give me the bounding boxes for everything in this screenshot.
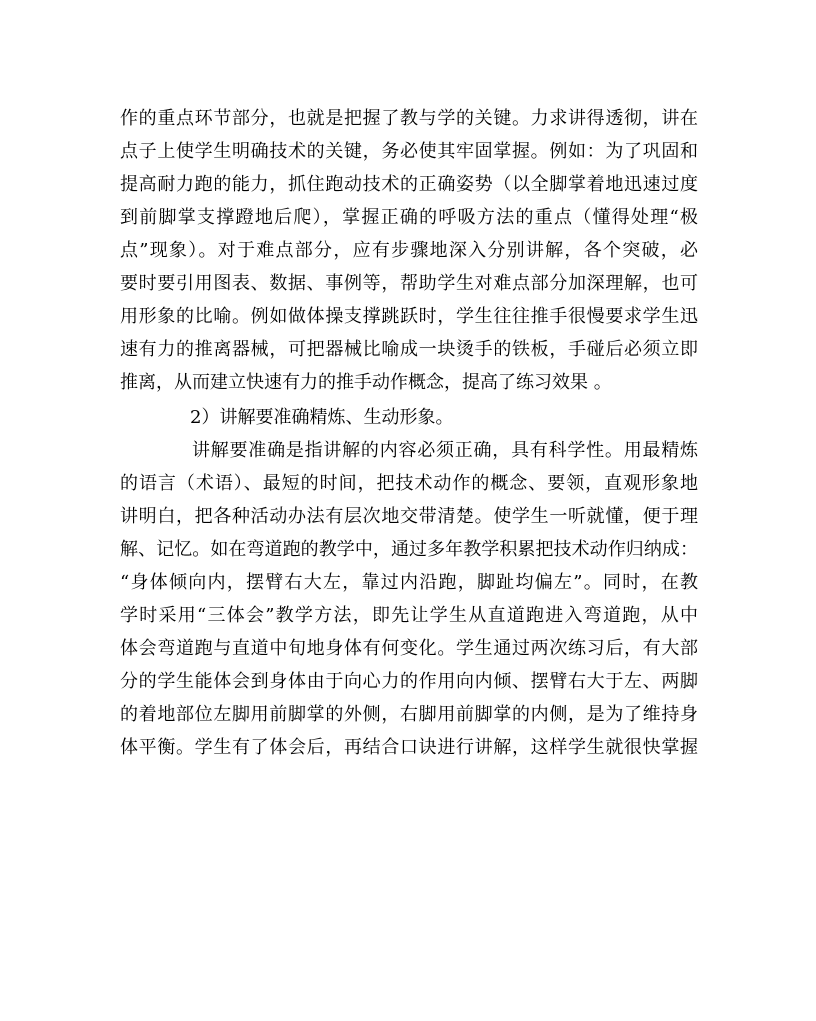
paragraph-line: 速有力的推离器械，可把器械比喻成一块烫手的铁板，手碰后必须立即 xyxy=(120,339,698,360)
paragraph-line: 解、记忆。如在弯道跑的教学中，通过多年教学积累把技术动作归纳成： xyxy=(120,539,698,560)
paragraph-line: 体平衡。学生有了体会后，再结合口诀进行讲解，这样学生就很快掌握 xyxy=(120,737,698,758)
paragraph-last-line: 推离，从而建立快速有力的推手动作概念，提高了练习效果 。 xyxy=(120,372,612,393)
paragraph-line: 用形象的比喻。例如做体操支撑跳跃时，学生往往推手很慢要求学生迅 xyxy=(120,306,698,327)
paragraph-line: 学时采用“三体会”教学方法，即先让学生从直道跑进入弯道跑，从中 xyxy=(120,605,698,626)
paragraph-line: 到前脚掌支撑蹬地后爬），掌握正确的呼吸方法的重点（懂得处理“极 xyxy=(120,207,698,228)
paragraph-line: 讲明白，把各种活动办法有层次地交带清楚。使学生一听就懂，便于理 xyxy=(120,506,698,527)
paragraph-line: 作的重点环节部分，也就是把握了教与学的关键。力求讲得透彻，讲在 xyxy=(120,108,698,129)
paragraph-line: 要时要引用图表、数据、事例等，帮助学生对难点部分加深理解，也可 xyxy=(120,273,698,294)
paragraph-line: 分的学生能体会到身体由于向心力的作用向内倾、摆臂右大于左、两脚 xyxy=(120,671,698,692)
paragraph-line: 的语言（术语）、最短的时间，把技术动作的概念、要领，直观形象地 xyxy=(120,473,698,494)
paragraph-line: 体会弯道跑与直道中旬地身体有何变化。学生通过两次练习后，有大部 xyxy=(120,638,698,659)
section-heading: 2）讲解要准确精炼、生动形象。 xyxy=(190,407,454,428)
document-body xyxy=(120,102,698,764)
paragraph-line: 提高耐力跑的能力，抓住跑动技术的正确姿势（以全脚掌着地迅速过度 xyxy=(120,174,698,195)
paragraph-line: 点”现象）。对于难点部分，应有步骤地深入分别讲解，各个突破，必 xyxy=(120,240,698,261)
paragraph-first-line: 讲解要准确是指讲解的内容必须正确，具有科学性。用最精炼 xyxy=(192,440,698,461)
paragraph-line: “身体倾向内，摆臂右大左，靠过内沿跑，脚趾均偏左”。同时，在教 xyxy=(120,572,698,593)
paragraph-line: 点子上使学生明确技术的关键，务必使其牢固掌握。例如：为了巩固和 xyxy=(120,141,698,162)
paragraph-line: 的着地部位左脚用前脚掌的外侧，右脚用前脚掌的内侧，是为了维持身 xyxy=(120,704,698,725)
